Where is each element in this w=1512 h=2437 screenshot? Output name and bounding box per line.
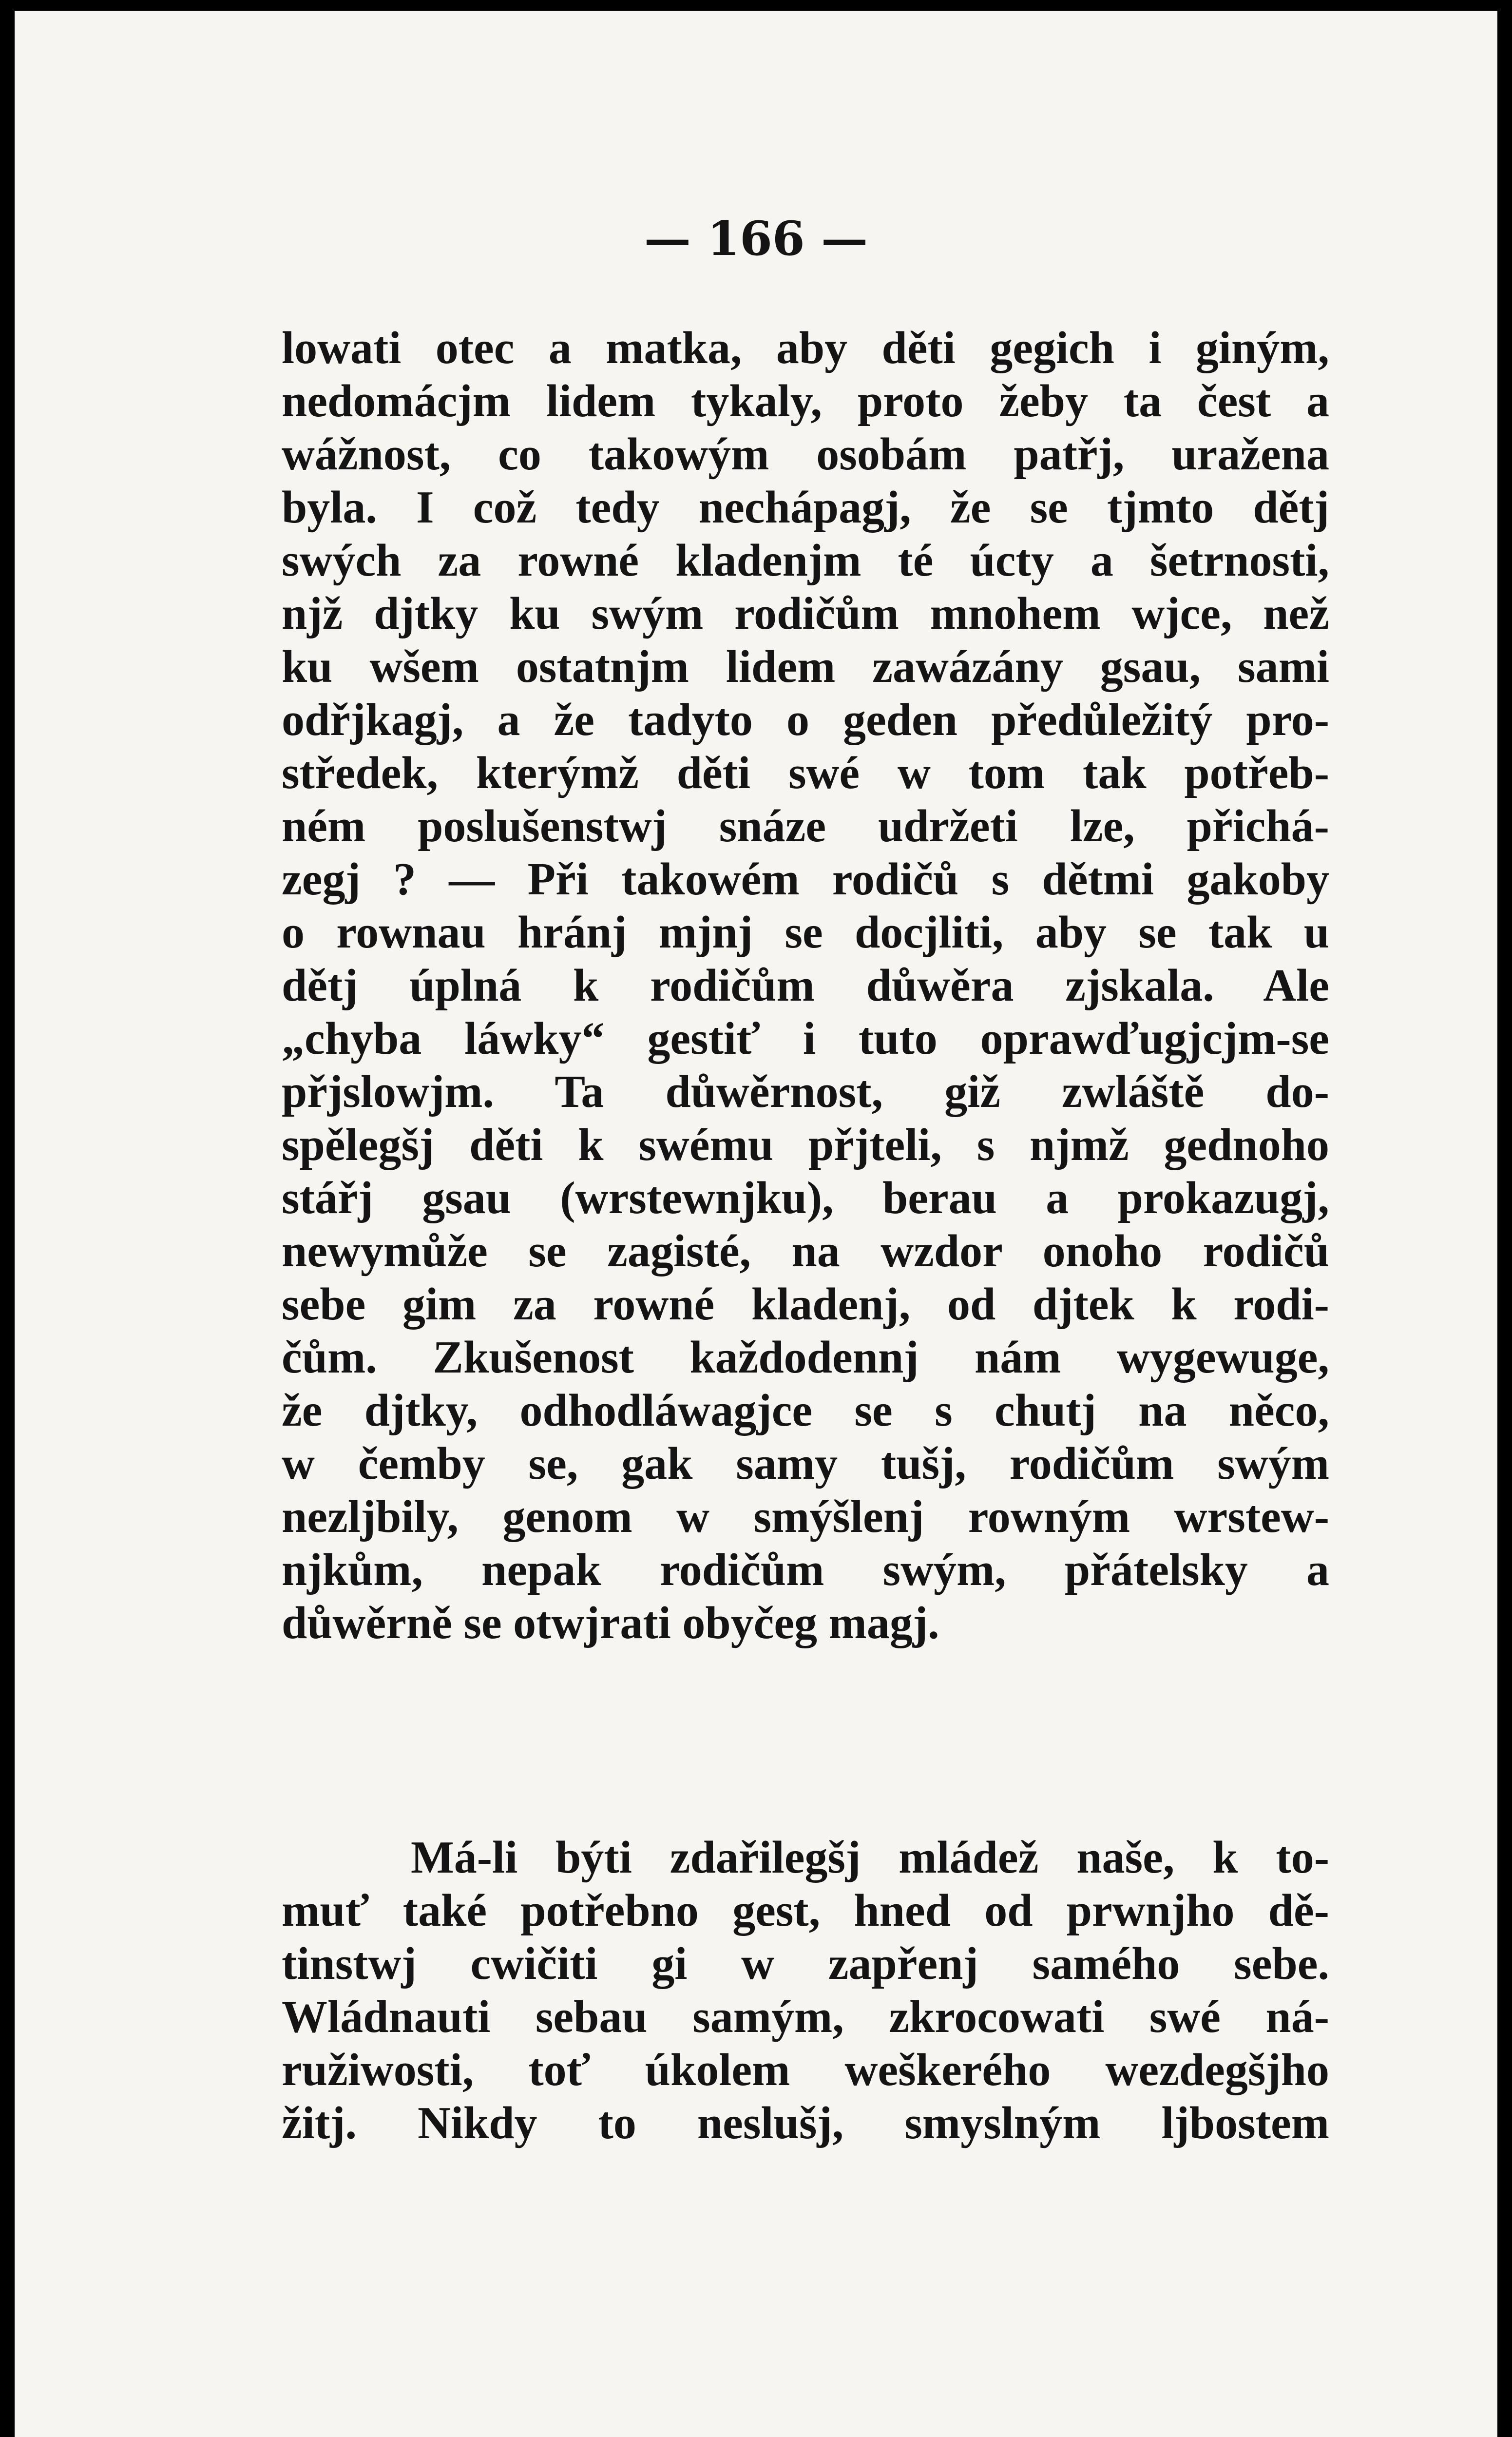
text-line: důwěrně se otwjrati obyčeg magj. <box>282 1598 939 1648</box>
paragraph-1 <box>282 322 1329 1650</box>
text-line: swých za rowné kladenjm té úcty a šetrnosti, <box>282 535 1329 586</box>
text-line: dětj úplná k rodičům důwěra zjskala. Ale <box>282 960 1329 1011</box>
text-line: byla. I což tedy nechápagj, že se tjmto dětj <box>282 482 1329 533</box>
text-line: Wládnauti sebau samým, zkrocowati swé ná- <box>282 1992 1329 2042</box>
text-line: tinstwj cwičiti gi w zapřenj samého sebe. <box>282 1938 1329 1989</box>
page-number: — 166 — <box>644 211 868 266</box>
book-page <box>15 11 1497 2437</box>
text-line: přjslowjm. Ta důwěrnost, giž zwláště do- <box>282 1066 1329 1117</box>
text-line: w čemby se, gak samy tušj, rodičům swým <box>282 1438 1329 1489</box>
text-line: středek, kterýmž děti swé w tom tak potřeb- <box>282 748 1329 798</box>
text-line: njž djtky ku swým rodičům mnohem wjce, než <box>282 588 1329 639</box>
text-line: newymůže se zagisté, na wzdor onoho rodičů <box>282 1226 1329 1277</box>
text-line: muť také potřebno gest, hned od prwnjho dě- <box>282 1885 1329 1936</box>
text-line: zegj ? — Při takowém rodičů s dětmi gakoby <box>282 854 1329 905</box>
text-line: stářj gsau (wrstewnjku), berau a prokazugj, <box>282 1173 1329 1223</box>
text-line: ku wšem ostatnjm lidem zawázány gsau, sami <box>282 641 1329 692</box>
text-line: wážnost, co takowým osobám patřj, uražena <box>282 429 1329 480</box>
text-line: Má-li býti zdařilegšj mládež naše, k to- <box>411 1832 1329 1883</box>
text-line: žitj. Nikdy to neslušj, smyslným ljbostem <box>282 2098 1329 2148</box>
text-line: njkům, nepak rodičům swým, přátelsky a <box>282 1545 1329 1595</box>
text-line: lowati otec a matka, aby děti gegich i giným, <box>282 323 1329 373</box>
text-line: že djtky, odhodláwagjce se s chutj na něco, <box>282 1385 1329 1436</box>
paragraph-2 <box>282 1831 1329 2150</box>
text-line: čům. Zkušenost každodennj nám wygewuge, <box>282 1332 1329 1383</box>
text-line: nedomácjm lidem tykaly, proto žeby ta čest a <box>282 376 1329 426</box>
text-line: spělegšj děti k swému přjteli, s njmž gednoho <box>282 1120 1329 1170</box>
text-line: „chyba láwky“ gestiť i tuto oprawďugjcjm-se <box>282 1013 1329 1064</box>
text-line: odřjkagj, a že tadyto o geden předůležitý pro- <box>282 695 1329 745</box>
text-line: nezljbily, genom w smýšlenj rowným wrstew- <box>282 1491 1329 1542</box>
text-line: ném poslušenstwj snáze udržeti lze, přichá- <box>282 801 1329 851</box>
text-line: sebe gim za rowné kladenj, od djtek k rodi- <box>282 1279 1329 1330</box>
text-line: ružiwosti, toť úkolem weškerého wezdegšjho <box>282 2045 1329 2095</box>
text-line: o rownau hránj mjnj se docjliti, aby se tak u <box>282 907 1329 958</box>
